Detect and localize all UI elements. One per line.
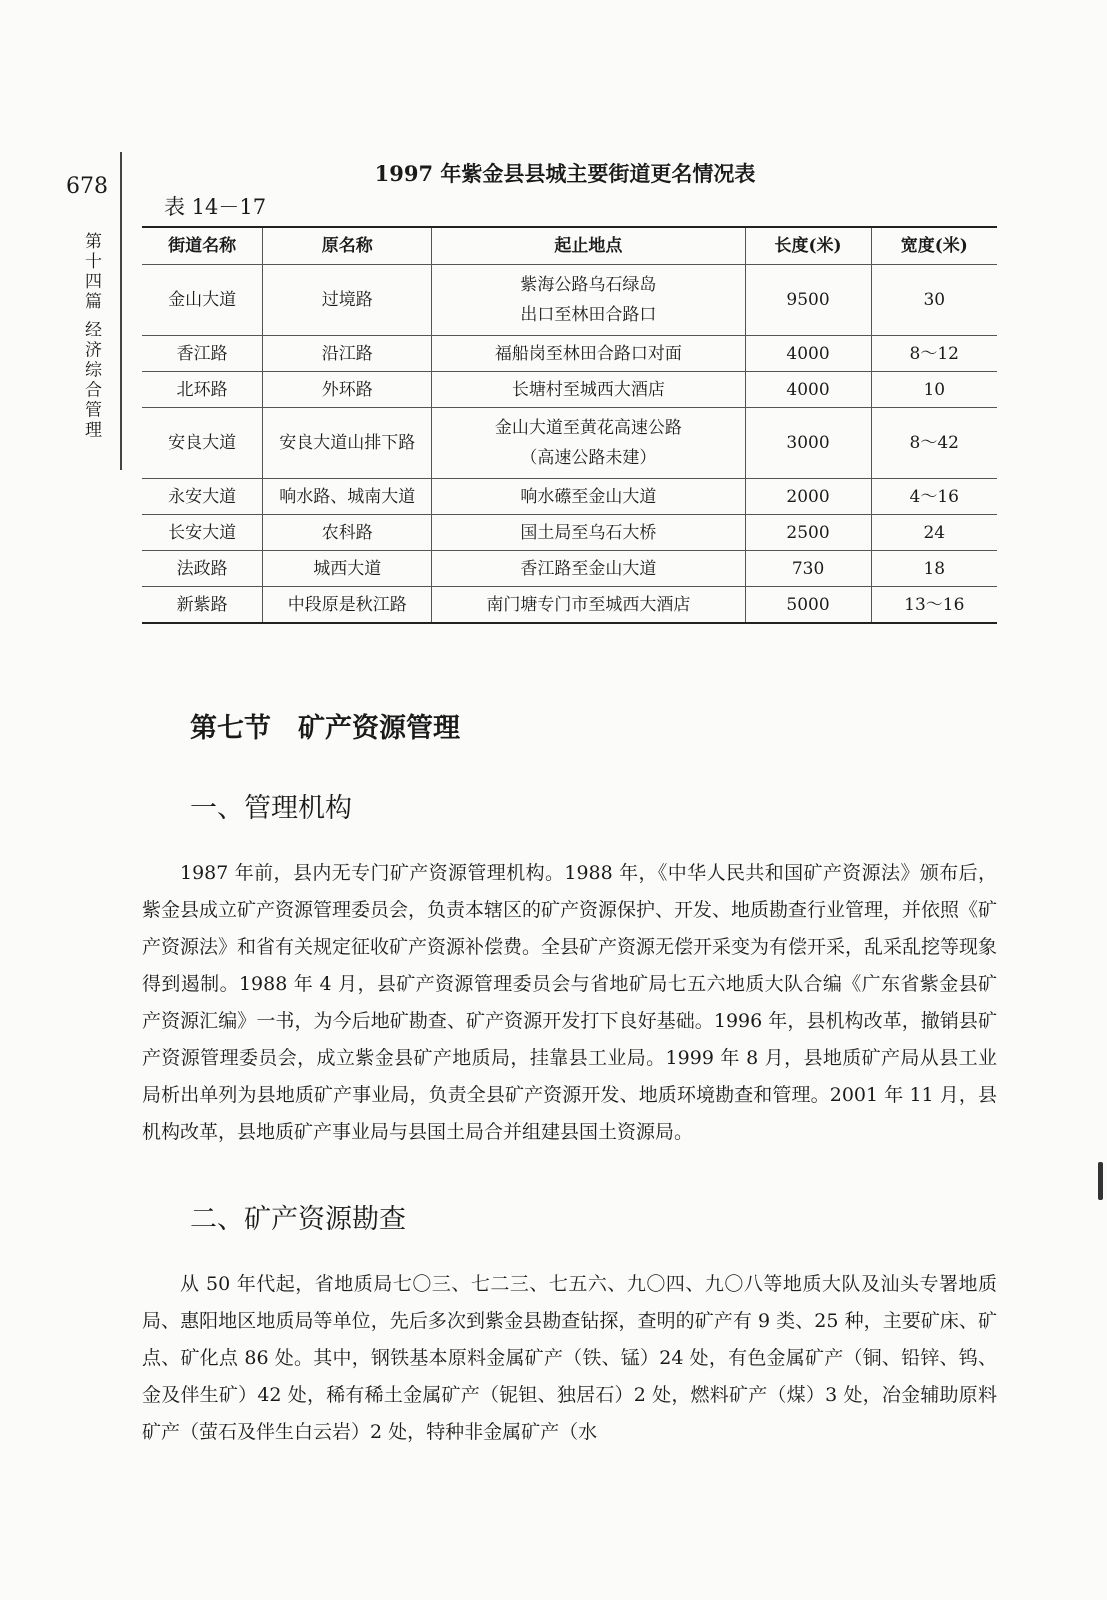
length-cell: 2000: [745, 479, 871, 515]
old-name-cell: 城西大道: [263, 551, 432, 587]
old-name-cell: 沿江路: [263, 336, 432, 372]
old-name-cell: 外环路: [263, 372, 432, 408]
street-name-cell: 安良大道: [142, 408, 263, 479]
old-name-cell: 安良大道山排下路: [263, 408, 432, 479]
subsection-heading: 一、管理机构: [190, 793, 352, 824]
length-cell: 730: [745, 551, 871, 587]
width-cell: 8～12: [871, 336, 997, 372]
table-row: [142, 587, 997, 624]
page-number: 678: [66, 174, 108, 199]
length-cell: 2500: [745, 515, 871, 551]
street-name-cell: 永安大道: [142, 479, 263, 515]
route-line: 金山大道至黄花高速公路: [494, 418, 682, 438]
route-cell: 长塘村至城西大酒店: [432, 372, 745, 408]
street-name-cell: 新紫路: [142, 587, 263, 624]
table-number: 表 14－17: [164, 195, 267, 219]
street-name-cell: 北环路: [142, 372, 263, 408]
old-name-cell: 过境路: [263, 265, 432, 336]
table-header-row: [142, 227, 997, 265]
margin-rule: [120, 152, 122, 470]
route-line: 紫海公路乌石绿岛: [520, 275, 657, 295]
old-name-cell: 中段原是秋江路: [263, 587, 432, 624]
table-row: [142, 479, 997, 515]
table-title: 1997 年紫金县县城主要街道更名情况表: [374, 161, 756, 186]
street-rename-table: [142, 226, 997, 624]
length-cell: 9500: [745, 265, 871, 336]
body-paragraph: 1987 年前，县内无专门矿产资源管理机构。1988 年，《中华人民共和国矿产资源法》颁布后，紫金县成立矿产资源管理委员会，负责本辖区的矿产资源保护、开发、地质勘查行业管理，并依照《矿产资源法》和省有关规定征收矿产资源补偿费。全县矿产资源无偿开采变为有偿开采，乱采乱挖等现象得到遏制。1988 年 4 月，县矿产资源管理委员会与省地矿局七五六地质大队合编《广东省紫金县矿产资源汇编》一书，为今后地矿勘查、矿产资源开发打下良好基础。1996 年，县机构改革，撤销县矿产资源管理委员会，成立紫金县矿产地质局，挂靠县工业局。1999 年 8 月，县地质矿产局从县工业局析出单列为县地质矿产事业局，负责全县矿产资源开发、地质环境勘查和管理。2001 年 11 月，县机构改革，县地质矿产事业局与县国土局合并组建县国土资源局。: [142, 862, 998, 1143]
route-cell: 福船岗至林田合路口对面: [432, 336, 745, 372]
length-cell: 4000: [745, 372, 871, 408]
scan-edge-mark: [1098, 1162, 1103, 1200]
column-header: 起止地点: [432, 227, 745, 265]
street-name-cell: 香江路: [142, 336, 263, 372]
old-name-cell: 响水路、城南大道: [263, 479, 432, 515]
table-row: [142, 336, 997, 372]
column-header: 长度(米): [745, 227, 871, 265]
route-cell: [432, 408, 745, 479]
route-cell: 国土局至乌石大桥: [432, 515, 745, 551]
running-header-vertical: 第十四篇 经济综合管理: [81, 232, 101, 441]
length-cell: 4000: [745, 336, 871, 372]
length-cell: 5000: [745, 587, 871, 624]
old-name-cell: 农科路: [263, 515, 432, 551]
column-header: 街道名称: [142, 227, 263, 265]
route-line: （高速公路未建）: [520, 448, 657, 468]
street-name-cell: 法政路: [142, 551, 263, 587]
route-cell: 响水礤至金山大道: [432, 479, 745, 515]
table-row: [142, 265, 997, 336]
route-line: 出口至林田合路口: [520, 305, 657, 325]
column-header: 宽度(米): [871, 227, 997, 265]
length-cell: 3000: [745, 408, 871, 479]
width-cell: 30: [871, 265, 997, 336]
width-cell: 4～16: [871, 479, 997, 515]
table-row: [142, 408, 997, 479]
table-row: [142, 372, 997, 408]
street-name-cell: 长安大道: [142, 515, 263, 551]
section-title: 第七节 矿产资源管理: [190, 713, 460, 744]
column-header: 原名称: [263, 227, 432, 265]
width-cell: 24: [871, 515, 997, 551]
width-cell: 18: [871, 551, 997, 587]
route-cell: 香江路至金山大道: [432, 551, 745, 587]
route-cell: 南门塘专门市至城西大酒店: [432, 587, 745, 624]
route-cell: [432, 265, 745, 336]
street-name-cell: 金山大道: [142, 265, 263, 336]
width-cell: 13～16: [871, 587, 997, 624]
table-row: [142, 551, 997, 587]
width-cell: 8～42: [871, 408, 997, 479]
table-row: [142, 515, 997, 551]
width-cell: 10: [871, 372, 997, 408]
body-paragraph: 从 50 年代起，省地质局七〇三、七二三、七五六、九〇四、九〇八等地质大队及汕头专署地质局、惠阳地区地质局等单位，先后多次到紫金县勘查钻探，查明的矿产有 9 类、25 种，主要矿床、矿点、矿化点 86 处。其中，钢铁基本原料金属矿产（铁、锰）24 处，有色金属矿产（铜、铅锌、钨、金及伴生矿）42 处，稀有稀土金属矿产（铌钽、独居石）2 处，燃料矿产（煤）3 处，冶金辅助原料矿产（萤石及伴生白云岩）2 处，特种非金属矿产（水: [142, 1273, 997, 1443]
subsection-heading: 二、矿产资源勘查: [190, 1204, 406, 1235]
